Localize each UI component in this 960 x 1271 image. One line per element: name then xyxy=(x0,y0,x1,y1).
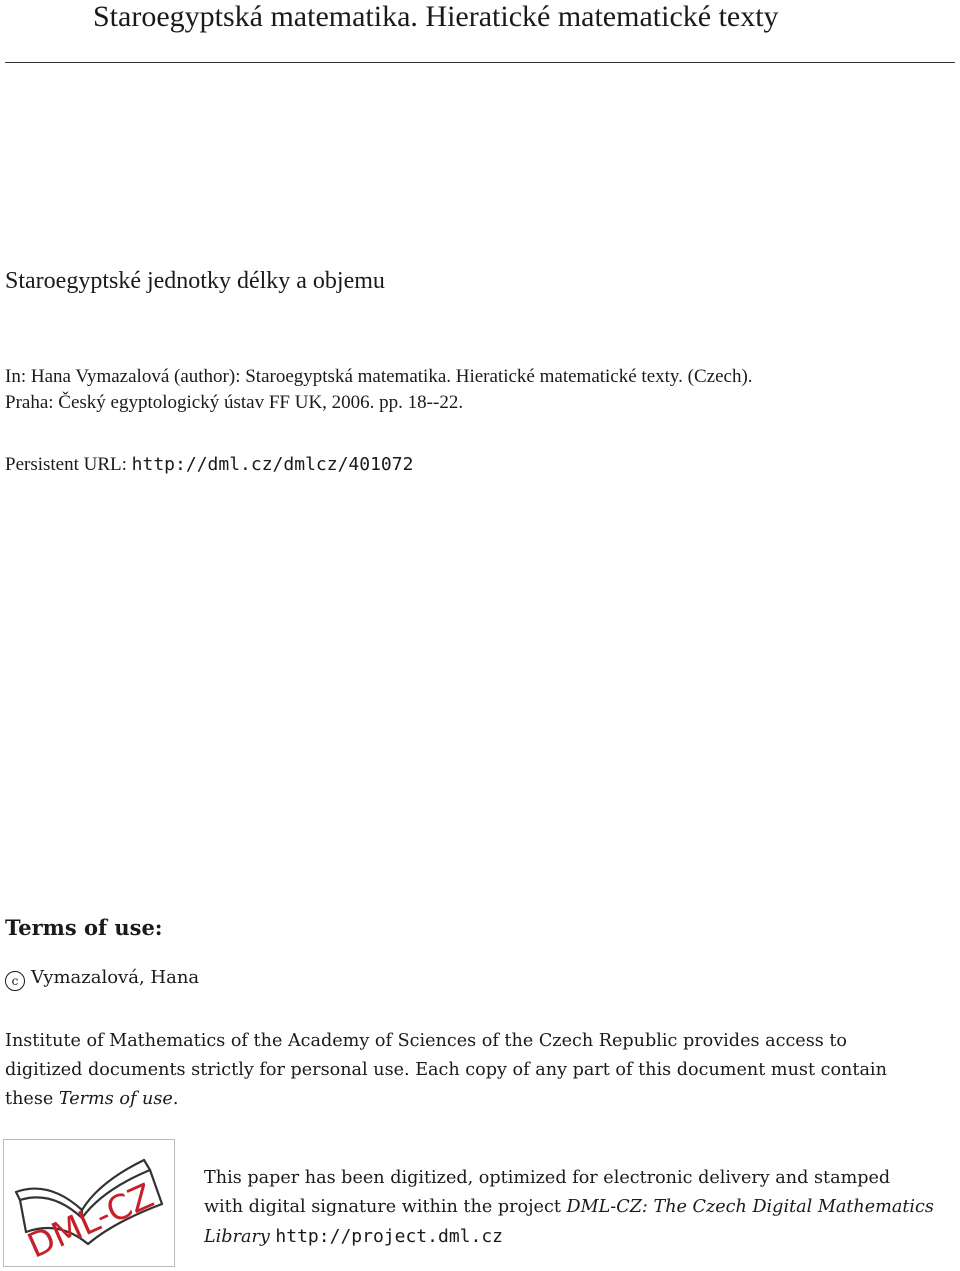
terms-line-3: these Terms of use. xyxy=(5,1089,179,1109)
terms-of-use-italic: Terms of use xyxy=(58,1089,173,1109)
citation-line-2: Praha: Český egyptologický ústav FF UK, 2006. pp. 18--22. xyxy=(5,392,464,413)
copyright-icon: c xyxy=(5,971,25,991)
citation xyxy=(5,364,945,416)
project-url-link[interactable]: http://project.dml.cz xyxy=(275,1226,503,1247)
library-italic: Library xyxy=(204,1227,270,1247)
digitized-line-3 xyxy=(204,1222,954,1252)
title-divider xyxy=(5,62,955,63)
terms-line-1: Institute of Mathematics of the Academy of Sciences of the Czech Republic provides access to xyxy=(5,1031,848,1051)
digitized-line-2: with digital signature within the project DML-CZ: The Czech Digital Mathematics xyxy=(204,1197,934,1217)
dml-cz-logo-icon xyxy=(4,1140,174,1266)
terms-heading: Terms of use: xyxy=(5,915,163,940)
citation-line-1: In: Hana Vymazalová (author): Staroegyptská matematika. Hieratické matematické texty. (Czech). xyxy=(5,366,753,387)
persistent-url-label: Persistent URL: xyxy=(5,454,132,475)
dml-cz-logo xyxy=(3,1139,175,1267)
book-title: Staroegyptská matematika. Hieratické matematické texty xyxy=(93,0,779,33)
logo-text: DML-CZ xyxy=(21,1175,160,1266)
digitization-notice xyxy=(204,1164,954,1252)
copyright-line xyxy=(5,964,199,992)
digitized-line-1: This paper has been digitized, optimized for electronic delivery and stamped xyxy=(204,1168,891,1188)
copyright-holder: Vymazalová, Hana xyxy=(31,967,200,988)
project-name-italic: DML-CZ: The Czech Digital Mathematics xyxy=(566,1197,934,1217)
persistent-url xyxy=(5,452,413,478)
terms-text xyxy=(5,1027,945,1114)
persistent-url-link[interactable]: http://dml.cz/dmlcz/401072 xyxy=(131,454,414,475)
terms-line-2: digitized documents strictly for personal use. Each copy of any part of this document must contain xyxy=(5,1060,887,1080)
chapter-title: Staroegyptské jednotky délky a objemu xyxy=(5,268,385,294)
